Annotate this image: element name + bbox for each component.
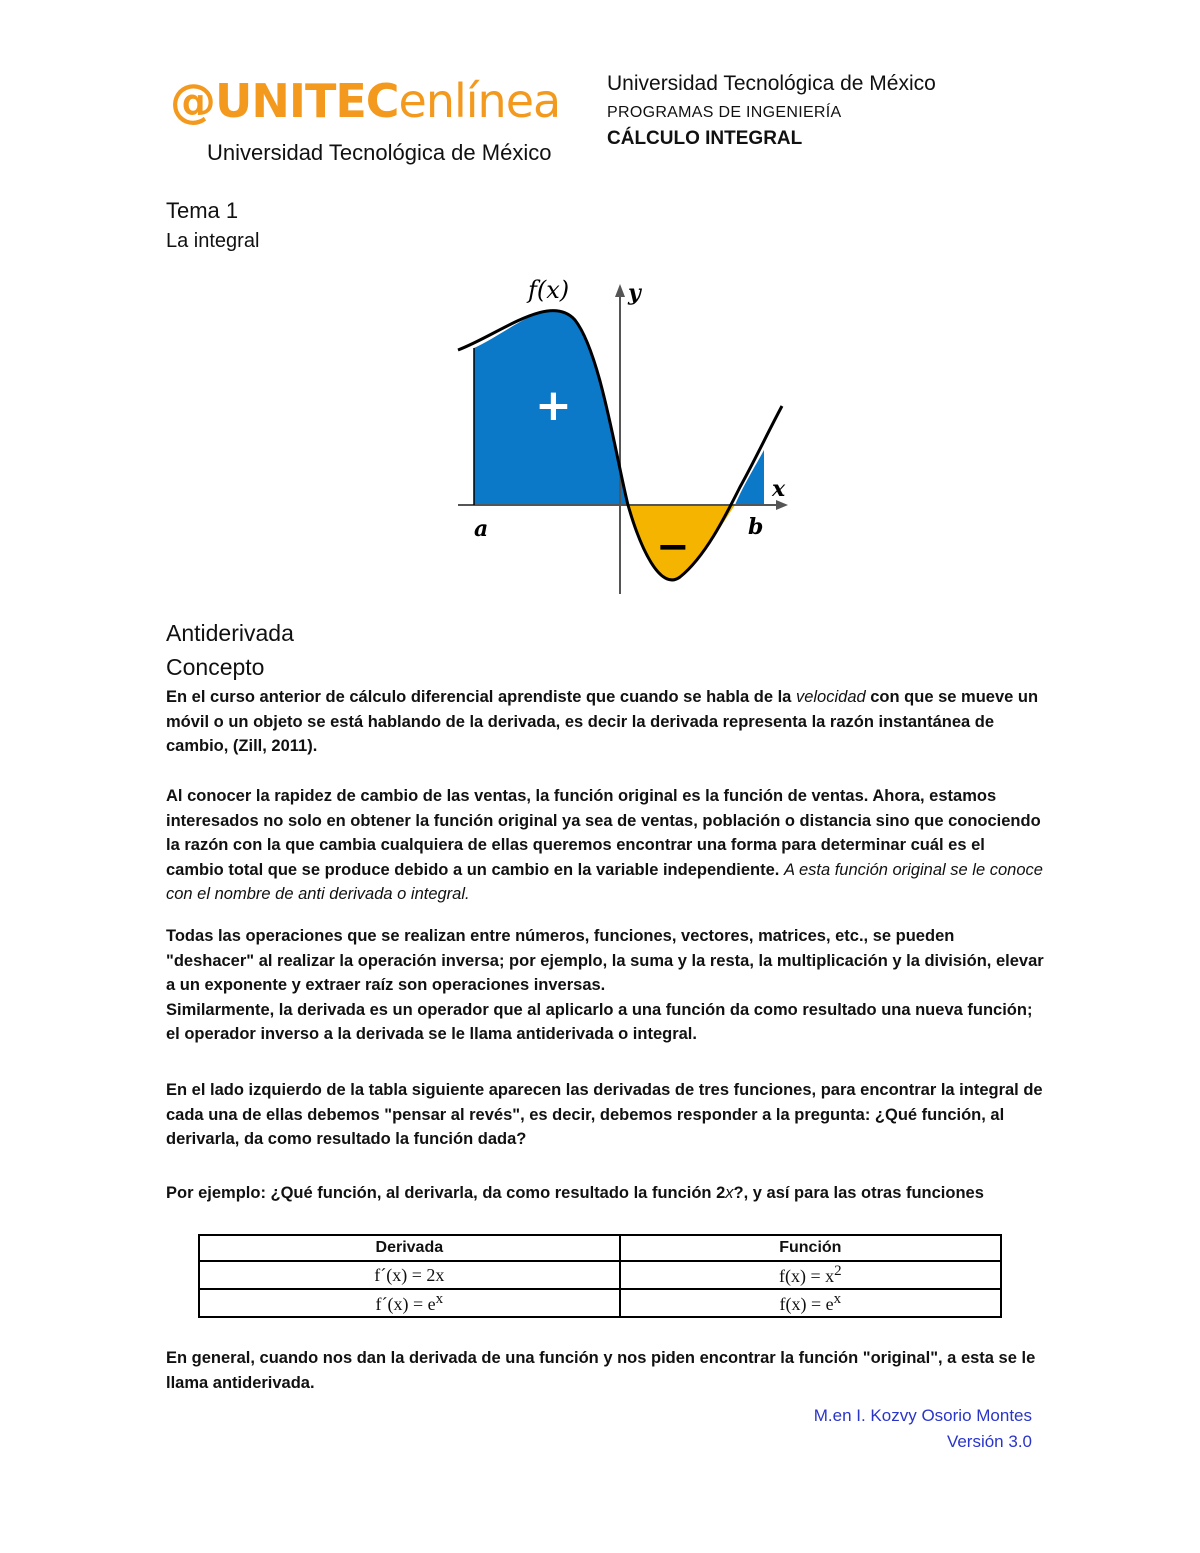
function-cell (620, 1289, 1001, 1317)
derivative-value: f´(x) = 2x (374, 1264, 445, 1285)
plus-sign: + (535, 380, 572, 431)
function-value: f(x) = e (779, 1294, 834, 1314)
header-derivada: Derivada (199, 1235, 620, 1261)
paragraph-4 (166, 1078, 1046, 1152)
minus-sign: − (656, 524, 690, 570)
unitec-logo (170, 74, 561, 128)
p1-text-b: con que se mueve un móvil o un objeto se está hablando de la derivada, es decir la derivada representa la razón instantánea de cambio, (Zill, 2011). (166, 688, 1039, 755)
p1-text-a: En el curso anterior de cálculo diferencial aprendiste que cuando se habla de la (166, 688, 796, 706)
function-cell (620, 1261, 1001, 1289)
paragraph-5 (166, 1181, 1046, 1206)
p6-text: En general, cuando nos dan la derivada de una función y nos piden encontrar la función "original", a esta se le llama antiderivada. (166, 1349, 1036, 1392)
p1-italic: velocidad (795, 688, 866, 706)
function-value: f(x) = x (779, 1266, 835, 1286)
footer-author: M.en I. Kozvy Osorio Montes (813, 1406, 1032, 1425)
derivative-exponent: x (435, 1291, 444, 1307)
university-name: Universidad Tecnológica de México (607, 72, 936, 95)
b-label: b (748, 514, 764, 540)
derivative-cell (199, 1261, 620, 1289)
course-name: CÁLCULO INTEGRAL (607, 128, 803, 149)
function-exponent: x (833, 1291, 842, 1307)
x-axis-label: x (772, 476, 786, 502)
integral-area-figure (450, 272, 800, 602)
topic-subtitle: La integral (166, 230, 260, 252)
topic-title: Tema 1 (166, 198, 239, 223)
p5-text-b: ?, y así para las otras funciones (733, 1184, 984, 1202)
table-row (199, 1289, 1001, 1317)
section-antiderivada: Antiderivada (166, 620, 294, 646)
logo-light-text: enlínea (398, 74, 561, 128)
section-concepto: Concepto (166, 654, 265, 680)
header-funcion: Función (620, 1235, 1001, 1261)
y-axis-arrow (615, 284, 625, 297)
y-axis-label: y (628, 280, 641, 306)
logo-subtitle: Universidad Tecnológica de México (207, 140, 552, 165)
p3b-text: Similarmente, la derivada es un operador que al aplicarlo a una función da como resultado una nueva función; el operador inverso a la derivada se le llama antiderivada o integral. (166, 1000, 1033, 1043)
derivative-cell (199, 1289, 620, 1317)
table-header-row (199, 1235, 1001, 1261)
function-exponent: 2 (834, 1263, 842, 1279)
p5-text-a: Por ejemplo: ¿Qué función, al derivarla, da como resultado la función 2 (166, 1184, 726, 1202)
p5-italic: x (725, 1184, 734, 1202)
footer-version: Versión 3.0 (946, 1432, 1032, 1451)
function-label: f(x) (528, 276, 570, 304)
paragraph-6 (166, 1346, 1046, 1395)
paragraph-2 (166, 784, 1046, 907)
p3-text: Todas las operaciones que se realizan entre números, funciones, vectores, matrices, etc., se pueden "deshacer" al realizar la operación inversa; por ejemplo, la suma y la resta, la multiplicación y la división, elevar a un exponente y extraer raíz son operaciones inversas. (166, 927, 1044, 994)
table-row (199, 1261, 1001, 1289)
derivative-value: f´(x) = e (375, 1294, 436, 1314)
positive-area-right (735, 450, 764, 505)
p4-text: En el lado izquierdo de la tabla siguiente aparecen las derivadas de tres funciones, para encontrar la integral de cada una de ellas debemos "pensar al revés", es decir, debemos responder a la pregunta: ¿Qué función, al derivarla, da como resultado la función dada? (166, 1081, 1043, 1148)
program-name: PROGRAMAS DE INGENIERÍA (607, 104, 842, 121)
derivative-table (198, 1234, 1002, 1318)
logo-main-text: @UNITEC (170, 74, 399, 128)
header-block (607, 72, 936, 150)
a-label: a (474, 516, 489, 542)
paragraph-3 (166, 924, 1046, 1047)
p2-italic: A esta función original se le conoce con el nombre de anti derivada o integral. (166, 860, 1043, 903)
paragraph-1 (166, 685, 1046, 759)
p2-text-a: Al conocer la rapidez de cambio de las ventas, la función original es la función de ventas. Ahora, estamos interesados no solo en obtener la función original ya sea de ventas, población o distancia sino que conociendo la razón con la que cambia cualquiera de ellas queremos encontrar una forma para determinar cuál es el cambio total que se produce debido a un cambio en la variable independiente. (166, 787, 1041, 879)
